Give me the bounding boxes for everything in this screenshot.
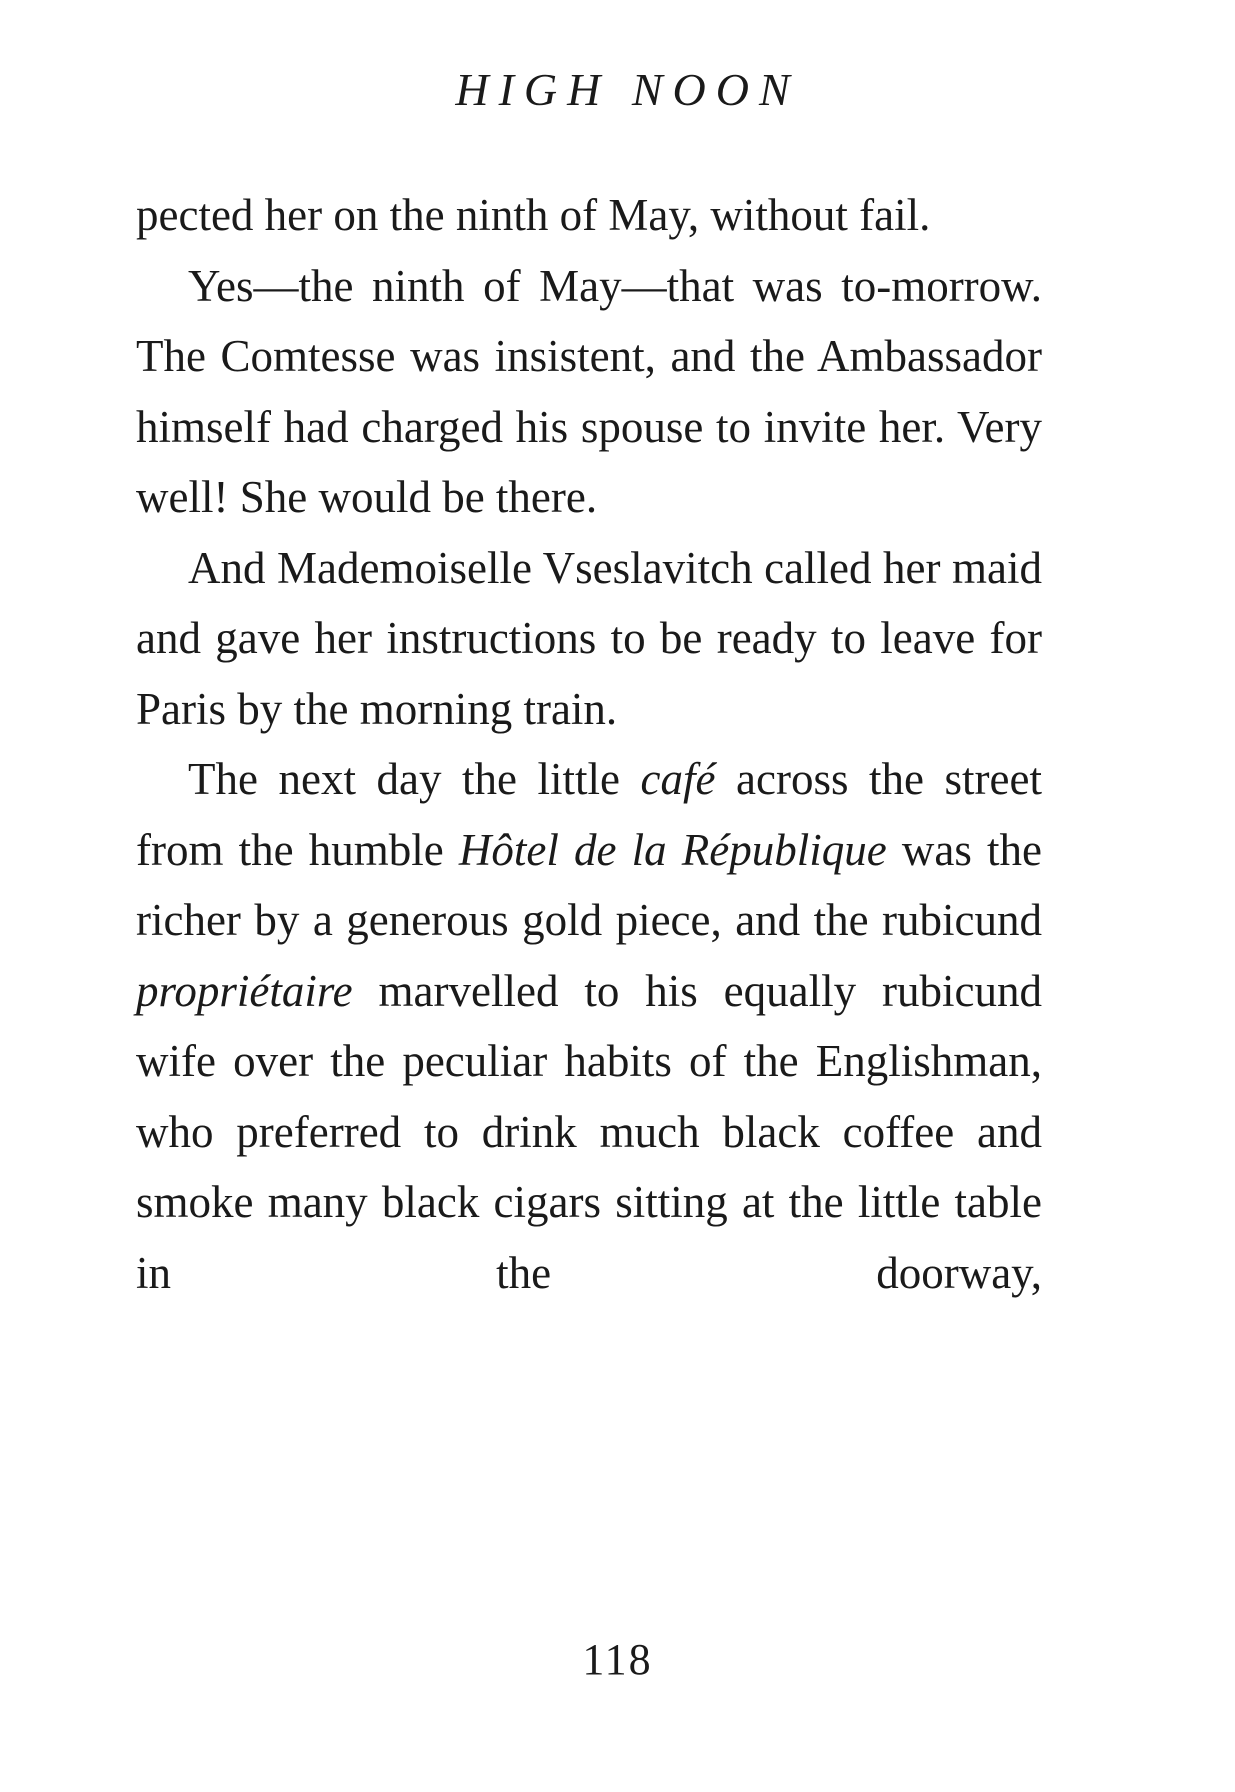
paragraph-4-text-1: The next day the little [188, 754, 641, 804]
paragraph-4-text-3: was the richer by a generous gold piece, and the rubicund [136, 824, 1042, 945]
body-text [136, 180, 1042, 1308]
paragraph-4-text-2: across the street from the humble [136, 754, 1042, 875]
paragraph-2: Yes—the ninth of May—that was to-morrow. The Comtesse was insistent, and the Ambassador himself had charged his spouse to invite her. Very well! She would be there. [136, 260, 1042, 522]
page-number: 118 [582, 1635, 653, 1684]
paragraph-4-text-4: marvelled to his equally rubicund wife over the peculiar habits of the Englishman, who preferred to drink much black coffee and smoke many black cigars sitting at the little table in the doorway, [136, 965, 1042, 1298]
italic-proprietaire: propriétaire [136, 965, 353, 1016]
italic-cafe: café [640, 754, 716, 804]
italic-hotel-name: Hôtel de la République [458, 824, 887, 875]
paragraph-1: pected her on the ninth of May, without fail. [136, 190, 931, 240]
running-head: HIGH NOON [455, 64, 800, 115]
paragraph-3: And Mademoiselle Vseslavitch called her maid and gave her instructions to be ready to leave for Paris by the morning train. [136, 542, 1042, 734]
paragraph-4 [136, 744, 1042, 1308]
